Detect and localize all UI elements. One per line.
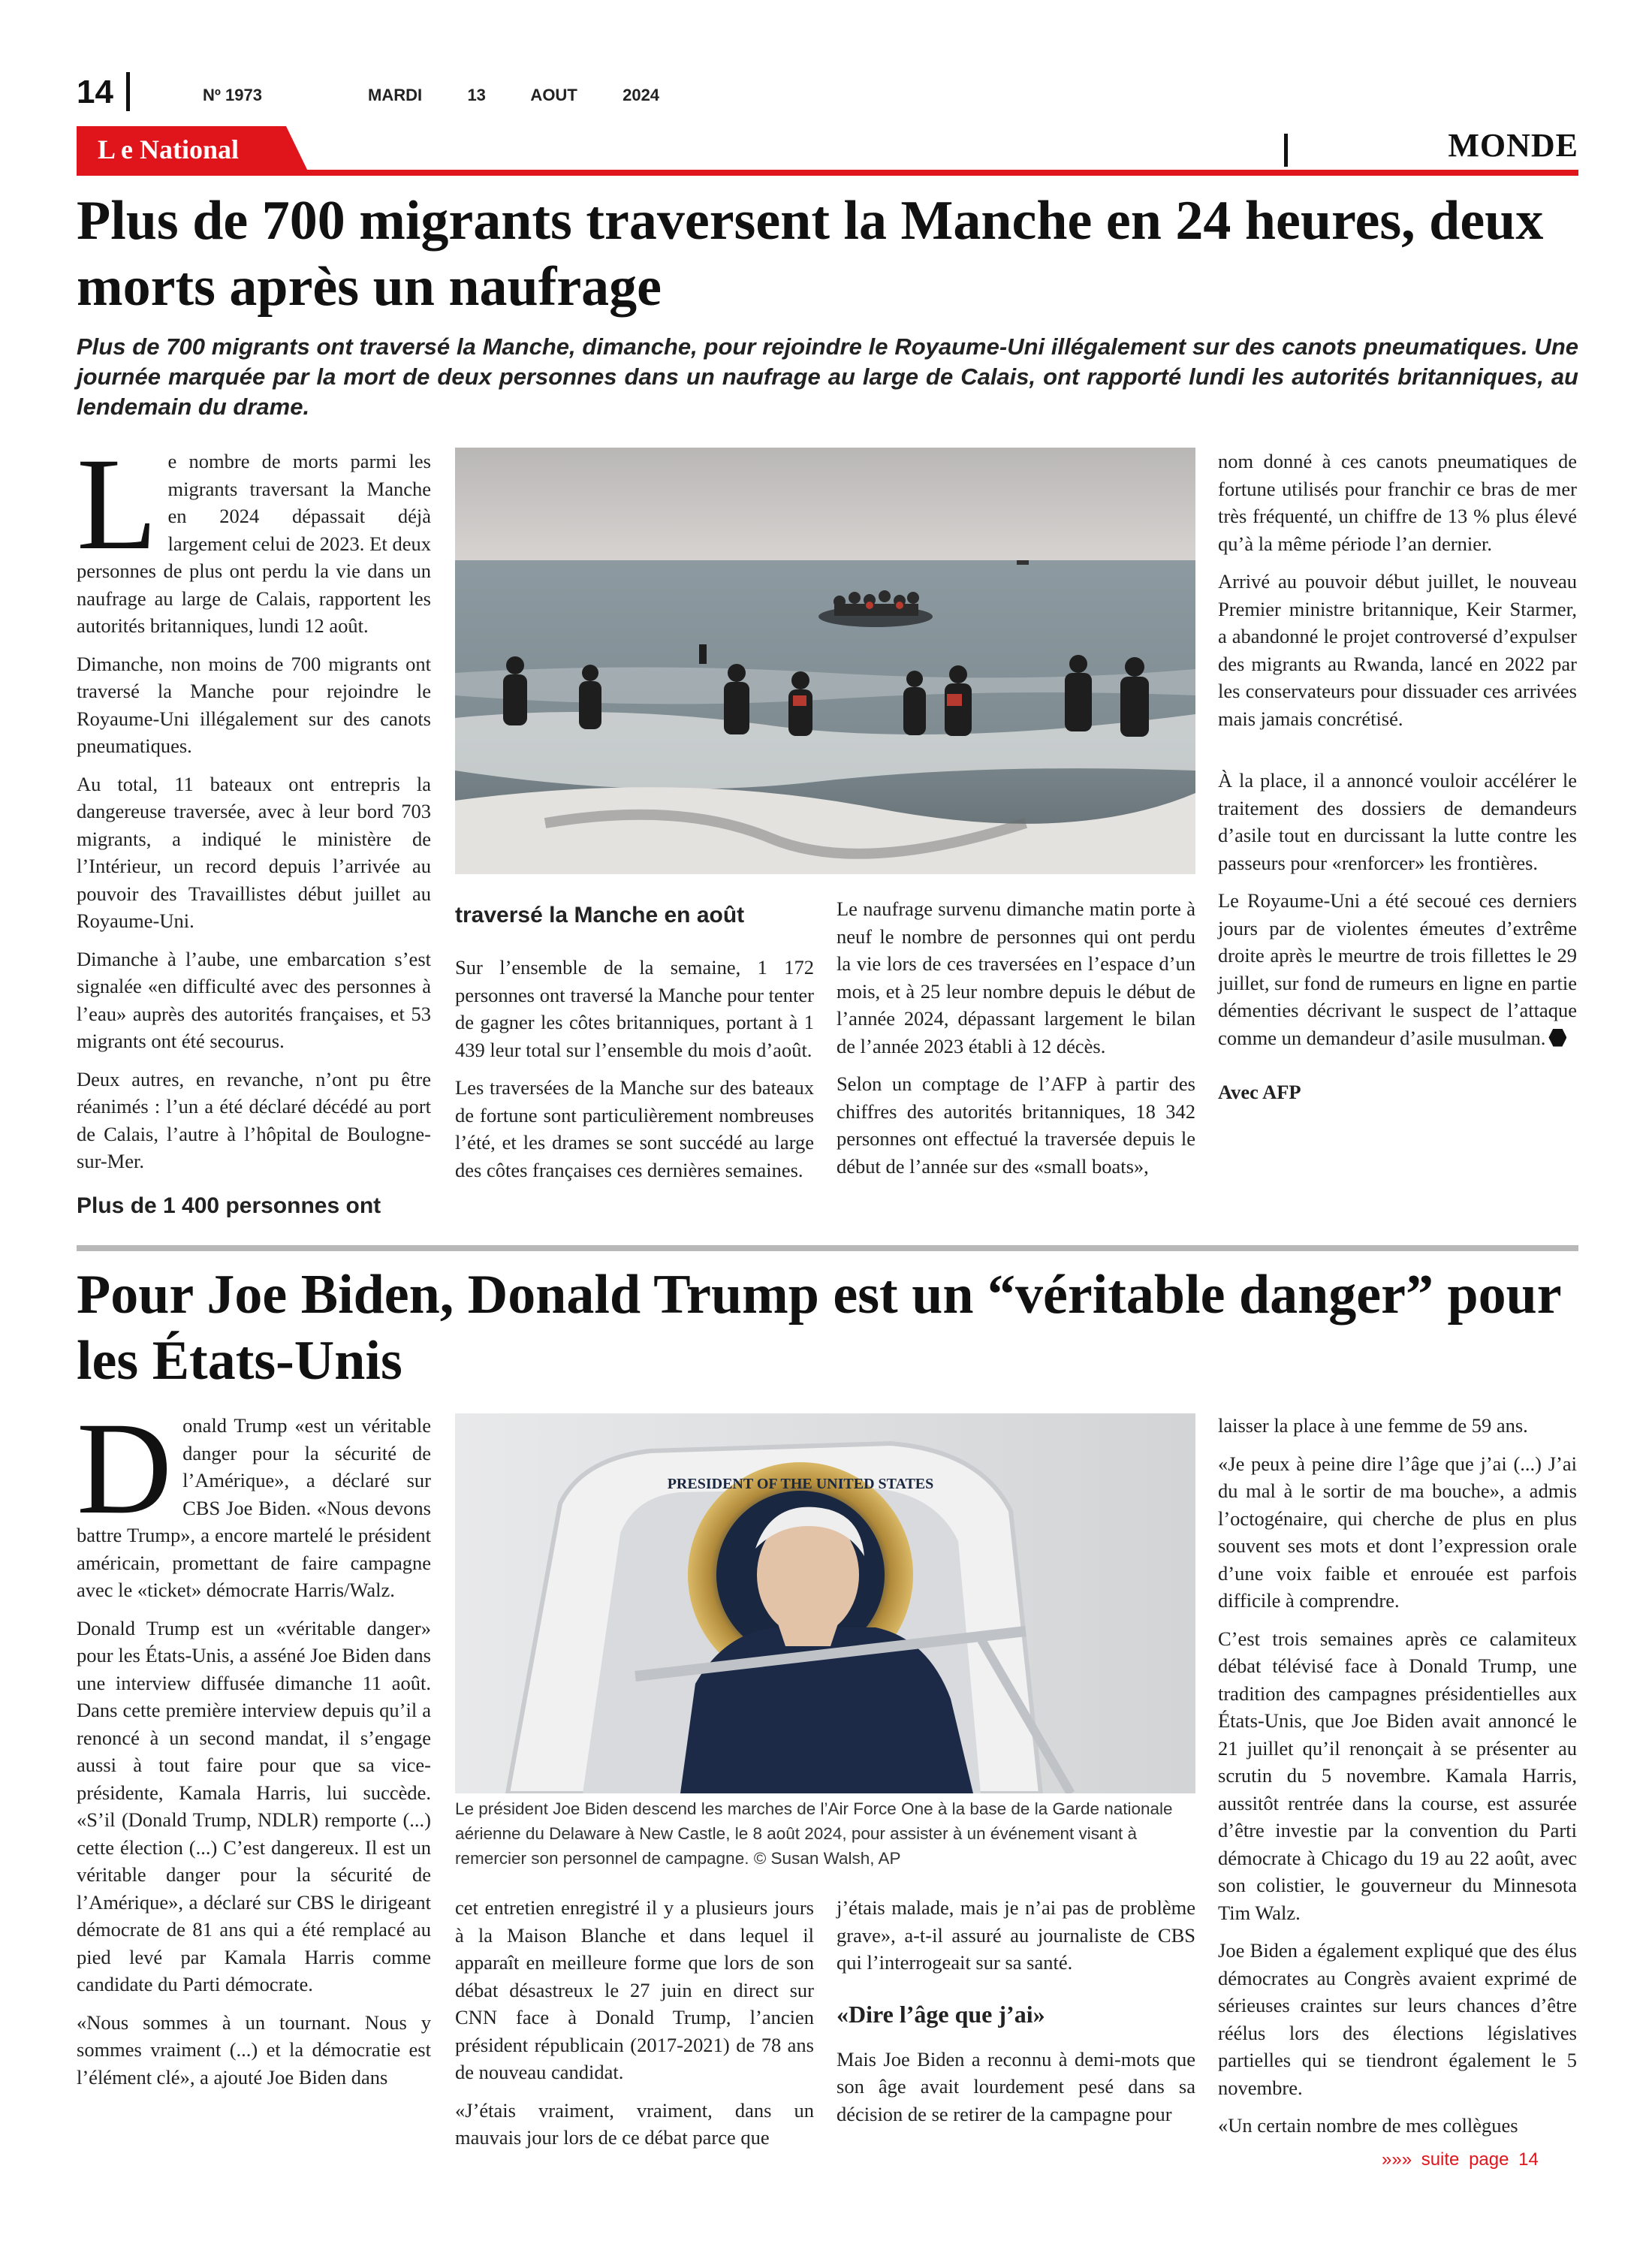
- paragraph: j’étais malade, mais je n’ai pas de problème grave», a-t-il assuré au journaliste de CBS qui l’interrogeait sur sa santé.: [837, 1896, 1195, 1974]
- dropcap: L: [77, 431, 158, 578]
- paragraph: Arrivé au pouvoir début juillet, le nouveau Premier ministre britannique, Keir Starmer, a abandonné le projet controversé d’expulser des migrants au Rwanda, lancé en 2022 par les conservateurs pour dissuader ces arrivées mais jamais concrétisé.: [1218, 570, 1577, 730]
- article2-headline: Pour Joe Biden, Donald Trump est un “véritable danger” pour les États-Unis: [77, 1264, 1561, 1392]
- paragraph: Dimanche, non moins de 700 migrants ont traversé la Manche pour rejoindre le Royaume-Uni illégalement sur des canots pneumatiques.: [77, 652, 431, 757]
- section-title: MONDE: [1448, 127, 1578, 164]
- article-divider: [77, 1245, 1578, 1251]
- paragraph: «Nous sommes à un tournant. Nous y sommes vraiment (...) et la démocratie est l’élément clé», a ajouté Joe Biden dans: [77, 2010, 431, 2089]
- article1-lead: Plus de 700 migrants ont traversé la Manche, dimanche, pour rejoindre le Royaume-Uni illégalement sur des canots pneumatiques. Une journée marquée par la mort de deux personnes dans un naufrage au large de Calais, ont rapporté lundi les autorités britanniques, au lendemain du drame.: [77, 333, 1578, 420]
- byline: Avec AFP: [1218, 1081, 1301, 1103]
- paragraph: e nombre de morts parmi les migrants traversant la Manche en 2024 dépassait déjà largement celui de 2023. Et deux personnes de plus ont perdu la vie dans un naufrage au large de Calais, rapportent les autorités britanniques, lundi 12 août.: [77, 450, 431, 637]
- seal-lettering: PRESIDENT OF THE UNITED STATES: [667, 1476, 934, 1492]
- paragraph: Deux autres, en revanche, n’ont pu être réanimés : l’un a été déclaré décédé au port de Calais, l’autre à l’hôpital de Boulogne-sur-Mer.: [77, 1067, 431, 1172]
- paragraph: Le naufrage survenu dimanche matin porte à neuf le nombre de personnes qui ont perdu la vie lors de ces traversées en l’espace d’un mois, et à 25 leur nombre depuis le début de l’année 2024, dépassant largement le bilan de l’année 2023 établi à 12 décès.: [837, 897, 1195, 1057]
- photo-caption: Le président Joe Biden descend les marches de l’Air Force One à la base de la Garde nationale aérienne du Delaware à New Castle, le 8 août 2024, pour assister à un événement visant à remercier son personnel de campagne. © Susan Walsh, AP: [455, 1799, 1173, 1868]
- paragraph: Mais Joe Biden a reconnu à demi-mots que son âge avait lourdement pesé dans sa décision de se retirer de la campagne pour: [837, 2047, 1195, 2125]
- article1-headline: Plus de 700 migrants traversent la Manche en 24 heures, deux morts après un naufrage: [77, 190, 1544, 318]
- end-mark-icon: [1548, 1029, 1566, 1047]
- paragraph: [1218, 887, 1577, 1051]
- subhead: Plus de 1 400 personnes ont: [77, 1193, 381, 1218]
- paragraph-text: Le Royaume-Uni a été secoué ces derniers jours par de violentes émeutes d’extrême droite après le meurtre de trois fillettes le 29 juillet, sur fond de rumeurs en ligne en partie démenties décrivant le suspect de l’attaque comme un demandeur d’asile musulman.: [1218, 889, 1577, 1049]
- brand-name: L e National: [98, 134, 240, 164]
- article2-column-5: [1218, 1412, 1577, 2150]
- issue-date: MARDI 13 AOUT 2024: [368, 86, 660, 104]
- paragraph: Au total, 11 bateaux ont entrepris la dangereuse traversée, avec à leur bord 703 migrants, a indiqué le ministère de l’Intérieur, un record depuis l’arrivée au pouvoir des Travaillistes début juillet au Royaume-Uni.: [77, 772, 431, 932]
- paragraph: «Un certain nombre de mes collègues: [1218, 2114, 1518, 2137]
- paragraph: Dimanche à l’aube, une embarcation s’est signalée «en difficulté avec des personnes à l’eau» auprès des autorités françaises, et 53 migrants ont été secourus.: [77, 947, 431, 1052]
- paragraph: «Je peux à peine dire l’âge que j’ai (...) J’ai du mal à le sortir de ma bouche», a admis l’octogénaire, qui cherche de plus en plus souvent ses mots et dont l’expression orale d’une voix faible et enrouée est parfois difficile à comprendre.: [1218, 1452, 1577, 1612]
- article1-column-3: [455, 901, 814, 1194]
- subhead-continued: traversé la Manche en août: [455, 903, 745, 927]
- paragraph: À la place, il a annoncé vouloir accélérer le traitement des dossiers de demandeurs d’asile tout en durcissant la lutte contre les passeurs pour «renforcer» les frontières.: [1218, 769, 1577, 874]
- paragraph: cet entretien enregistré il y a plusieurs jours à la Maison Blanche et dans lequel il apparaît en meilleure forme que lors de son débat désastreux le 27 juin en direct sur CNN face à Donald Trump, l’ancien président républicain (2017-2021) de 78 ans de nouveau candidat.: [455, 1896, 814, 2083]
- dropcap: D: [77, 1395, 173, 1542]
- paragraph: Joe Biden a également expliqué que des élus démocrates au Congrès avaient exprimé de sérieuses craintes sur leurs chances d’être réélus lors des élections législatives partielles qui se tiendront également le 5 novembre.: [1218, 1939, 1577, 2099]
- article1-column-1: [77, 431, 431, 1220]
- continuation-label: »»» suite page 14: [1382, 2149, 1539, 2170]
- article1-column-5: [1218, 448, 1577, 1117]
- article1-column-4: [837, 895, 1195, 1190]
- article2-column-3: [455, 1894, 814, 2162]
- article2-column-4: [837, 1894, 1195, 2138]
- paragraph: «J’étais vraiment, vraiment, dans un mauvais jour lors de ce débat parce que: [455, 2098, 814, 2149]
- subhead: «Dire l’âge que j’ai»: [837, 2000, 1045, 2028]
- header-rule: [77, 170, 1578, 176]
- paragraph: nom donné à ces canots pneumatiques de fortune utilisés pour franchir ce bras de mer très fréquenté, un chiffre de 13 % plus élevé qu’à la même période l’an dernier.: [1218, 450, 1577, 555]
- section-divider: [1284, 134, 1288, 167]
- issue-number: Nº 1973: [203, 86, 262, 104]
- biden-photo-image: [455, 1413, 1195, 1793]
- biden-photo: [455, 1413, 1195, 1793]
- header-divider: [126, 72, 130, 111]
- page-number: 14: [77, 74, 113, 110]
- paragraph: Selon un comptage de l’AFP à partir des chiffres des autorités britanniques, 18 342 personnes ont effectué la traversée depuis le début de l’année sur des «small boats»,: [837, 1072, 1195, 1178]
- paragraph: Les traversées de la Manche sur des bateaux de fortune sont particulièrement nombreuses l’été, et les drames se sont succédé au large des côtes françaises ces dernières semaines.: [455, 1076, 814, 1181]
- continuation-link[interactable]: [1382, 2149, 1539, 2170]
- paragraph: Donald Trump est un «véritable danger» pour les États-Unis, a asséné Joe Biden dans une interview diffusée dimanche 11 août. Dans cette première interview depuis qu’il a renoncé à un second mandat, il s’engage aussi à tout faire pour que sa vice-présidente, Kamala Harris, lui succède. «S’il (Donald Trump, NDLR) remporte (...) cette élection (...) C’est dangereux. Il est un véritable danger pour la sécurité de l’Amérique», a déclaré sur CBS le dirigeant démocrate de 81 ans qui a été remplacé au pied levé par Kamala Harris comme candidate du Parti démocrate.: [77, 1616, 431, 1995]
- migrants-photo: [455, 448, 1195, 874]
- paragraph: onald Trump «est un véritable danger pour la sécurité de l’Amérique», a déclaré sur CBS Joe Biden. «Nous devons battre Trump», a encore martelé le président américain, promettant de faire campagne avec le «ticket» démocrate Harris/Walz.: [77, 1414, 431, 1601]
- paragraph: laisser la place à une femme de 59 ans.: [1218, 1414, 1528, 1437]
- article2-column-1: [77, 1395, 431, 2101]
- paragraph: Sur l’ensemble de la semaine, 1 172 personnes ont traversé la Manche pour tenter de gagner les côtes britanniques, portant à 1 439 leur total sur l’ensemble du mois d’août.: [455, 956, 814, 1061]
- migrants-photo-image: [455, 448, 1195, 874]
- paragraph: C’est trois semaines après ce calamiteux débat télévisé face à Donald Trump, une tradition des campagnes présidentielles aux États-Unis, que Joe Biden avait annoncé le 21 juillet qu’il renonçait à se présenter au scrutin du 5 novembre. Kamala Harris, aussitôt rentrée dans la course, est assurée d’être investie par la convention du Parti démocrate à Chicago du 19 au 22 août, avec son colistier, le gouverneur du Minnesota Tim Walz.: [1218, 1627, 1577, 1924]
